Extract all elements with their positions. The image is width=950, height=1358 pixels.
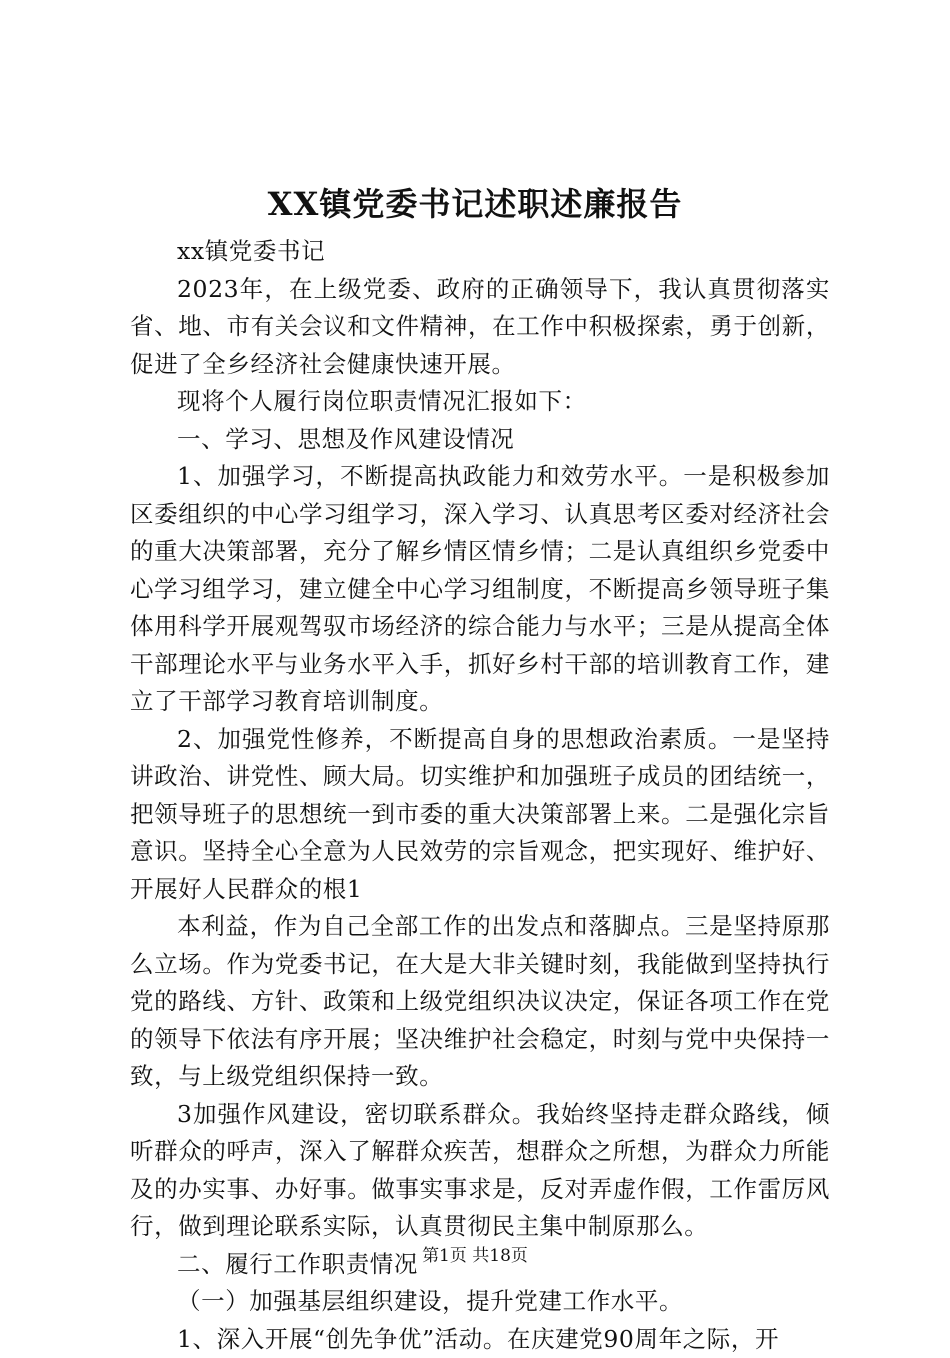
body-paragraph: 2、加强党性修养，不断提高自身的思想政治素质。一是坚持讲政治、讲党性、顾大局。切实维护和加强班子成员的团结统一，把领导班子的思想统一到市委的重大决策部署上来。二是强化宗旨意识。坚持全心全意为人民效劳的宗旨观念，把实现好、维护好、开展好人民群众的根1 [130,721,830,909]
document-title: XX镇党委书记述职述廉报告 [0,182,950,226]
body-paragraph: 1、深入开展“创先争优”活动。在庆建党90周年之际，开 [130,1321,830,1358]
body-paragraph: 2023年，在上级党委、政府的正确领导下，我认真贯彻落实省、地、市有关会议和文件精神，在工作中积极探索，勇于创新，促进了全乡经济社会健康快速开展。 [130,271,830,384]
document-body [130,233,830,1358]
body-paragraph: 1、加强学习，不断提高执政能力和效劳水平。一是积极参加区委组织的中心学习组学习，深入学习、认真思考区委对经济社会的重大决策部署，充分了解乡情区情乡情；二是认真组织乡党委中心学习组学习，建立健全中心学习组制度，不断提高乡领导班子集体用科学开展观驾驭市场经济的综合能力与水平；三是从提高全体干部理论水平与业务水平入手，抓好乡村干部的培训教育工作，建立了干部学习教育培训制度。 [130,458,830,721]
section-heading: 一、学习、思想及作风建设情况 [130,421,830,459]
body-paragraph: 本利益，作为自己全部工作的出发点和落脚点。三是坚持原那么立场。作为党委书记，在大是大非关键时刻，我能做到坚持执行党的路线、方针、政策和上级党组织决议决定，保证各项工作在党的领导下依法有序开展；坚决维护社会稳定，时刻与党中央保持一致，与上级党组织保持一致。 [130,908,830,1096]
body-paragraph: 现将个人履行岗位职责情况汇报如下： [130,383,830,421]
body-paragraph: 3加强作风建设，密切联系群众。我始终坚持走群众路线，倾听群众的呼声，深入了解群众疾苦，想群众之所想，为群众力所能及的办实事、办好事。做事实事求是，反对弄虚作假，工作雷厉风行，做到理论联系实际，认真贯彻民主集中制原那么。 [130,1096,830,1246]
section-heading: 二、履行工作职责情况 [130,1246,830,1284]
page-number-footer: 第1页 共18页 [0,1244,950,1268]
subsection-heading: （一）加强基层组织建设，提升党建工作水平。 [130,1283,830,1321]
author-line: xx镇党委书记 [130,233,830,271]
